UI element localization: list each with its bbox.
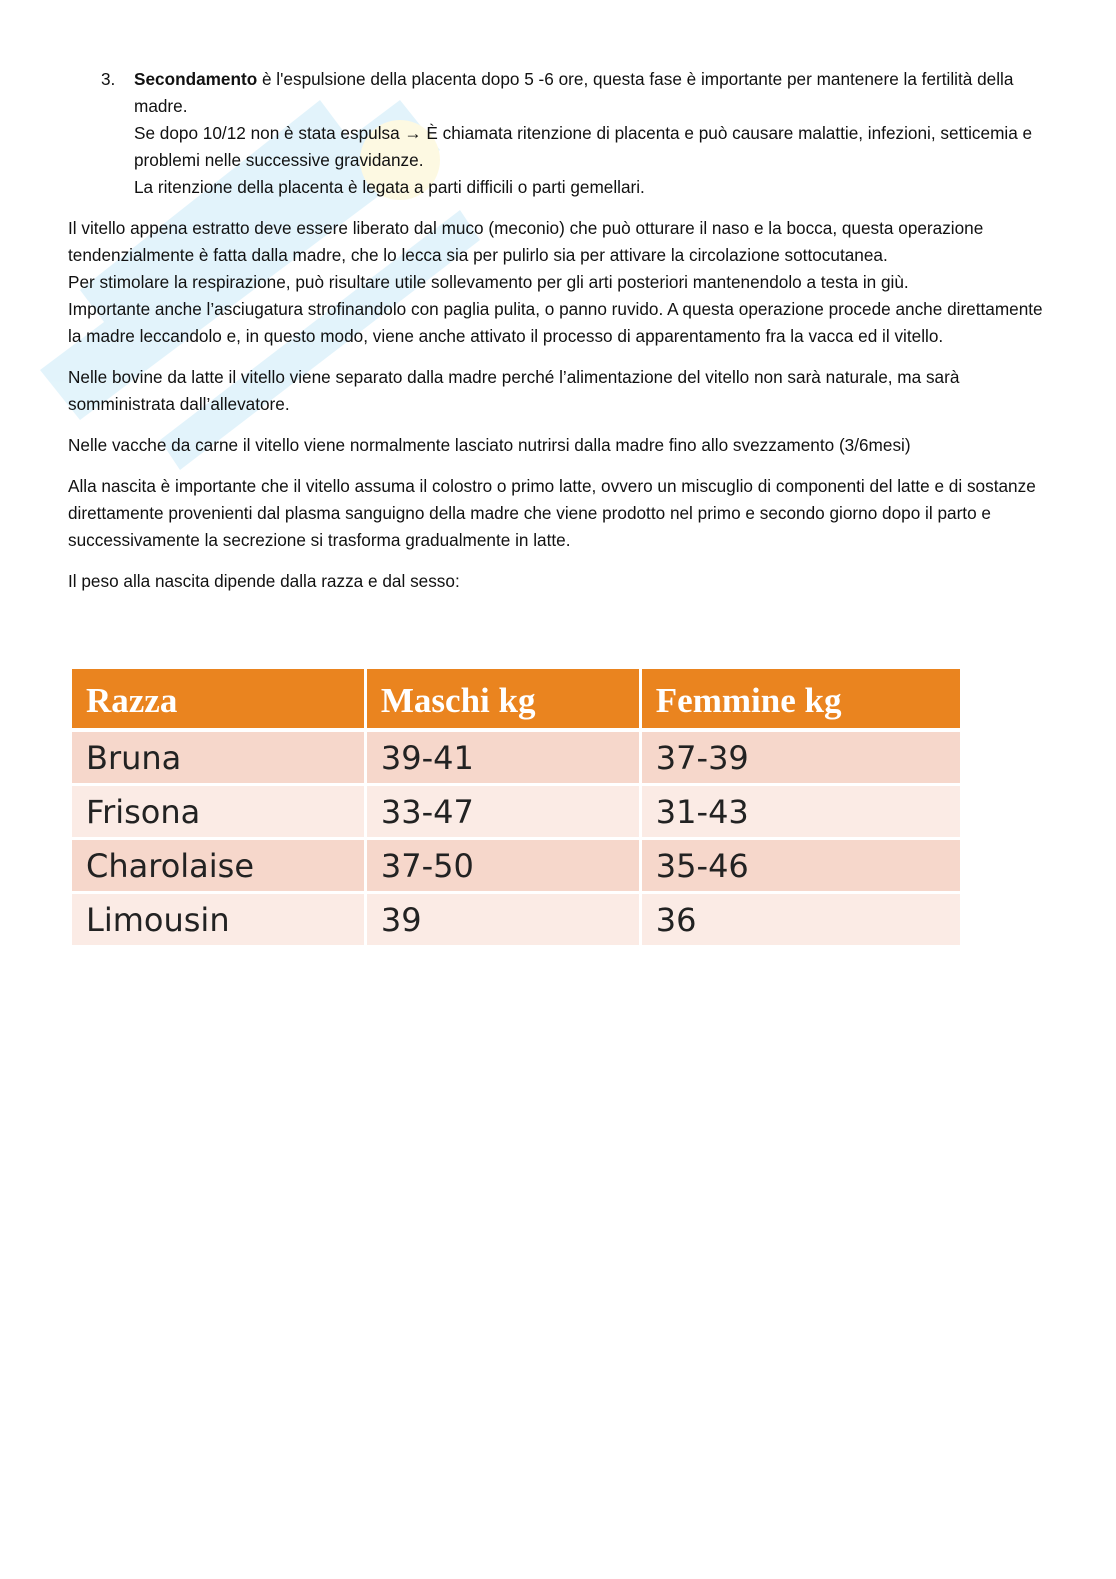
- list-line-1: [134, 66, 1048, 120]
- paragraph-vitello-a: Il vitello appena estratto deve essere liberato dal muco (meconio) che può otturare il naso e la bocca, questa operazione tendenzialmente è fatta dalla madre, che lo lecca sia per pulirlo sia per attivare la circolazione sottocutanea.: [68, 218, 984, 265]
- paragraph-peso: Il peso alla nascita dipende dalla razza e dal sesso:: [68, 571, 460, 591]
- table-row: [72, 840, 960, 894]
- cell-razza: Frisona: [72, 786, 364, 840]
- numbered-list-item: [68, 66, 1048, 201]
- cell-maschi: 39: [367, 894, 639, 948]
- paragraph-vacche-carne: Nelle vacche da carne il vitello viene normalmente lasciato nutrirsi dalla madre fino allo svezzamento (3/6mesi): [68, 435, 911, 455]
- list-number: 3.: [101, 69, 116, 89]
- table-row: [72, 732, 960, 786]
- table-row: [72, 786, 960, 840]
- table-header-row: [72, 669, 960, 732]
- header-maschi: Maschi kg: [367, 669, 639, 732]
- birth-weight-table: [69, 669, 963, 948]
- list-line-2: Se dopo 10/12 non è stata espulsa → È chiamata ritenzione di placenta e può causare malattie, infezioni, setticemia e problemi nelle successive gravidanze.: [134, 123, 1033, 170]
- cell-femmine: 31-43: [642, 786, 960, 840]
- list-line-3: La ritenzione della placenta è legata a parti difficili o parti gemellari.: [134, 177, 645, 197]
- cell-femmine: 37-39: [642, 732, 960, 786]
- header-femmine: Femmine kg: [642, 669, 960, 732]
- cell-maschi: 33-47: [367, 786, 639, 840]
- cell-femmine: 36: [642, 894, 960, 948]
- cell-femmine: 35-46: [642, 840, 960, 894]
- paragraph-vitello: [68, 215, 1048, 350]
- table-row: [72, 894, 960, 948]
- term-secondamento: Secondamento: [134, 69, 258, 89]
- cell-maschi: 39-41: [367, 732, 639, 786]
- paragraph-vitello-c: Importante anche l’asciugatura strofinandolo con paglia pulita, o panno ruvido. A questa operazione procede anche direttamente la madre leccandolo e, in questo modo, viene anche attivato il processo di apparentamento fra la vacca ed il vitello.: [68, 299, 1043, 346]
- cell-razza: Charolaise: [72, 840, 364, 894]
- header-razza: Razza: [72, 669, 364, 732]
- document-body: [68, 66, 1048, 609]
- cell-razza: Limousin: [72, 894, 364, 948]
- paragraph-bovine-latte: Nelle bovine da latte il vitello viene separato dalla madre perché l’alimentazione del vitello non sarà naturale, ma sarà somministrata dall’allevatore.: [68, 367, 960, 414]
- paragraph-vitello-b: Per stimolare la respirazione, può risultare utile sollevamento per gli arti posteriori mantenendolo a testa in giù.: [68, 272, 909, 292]
- list-line-1-text: è l'espulsione della placenta dopo 5 -6 ore, questa fase è importante per mantenere la fertilità della madre.: [134, 69, 1014, 116]
- paragraph-colostro: Alla nascita è importante che il vitello assuma il colostro o primo latte, ovvero un miscuglio di componenti del latte e di sostanze direttamente provenienti dal plasma sanguigno della madre che viene prodotto nel primo e secondo giorno dopo il parto e successivamente la secrezione si trasforma gradualmente in latte.: [68, 476, 1036, 550]
- cell-razza: Bruna: [72, 732, 364, 786]
- cell-maschi: 37-50: [367, 840, 639, 894]
